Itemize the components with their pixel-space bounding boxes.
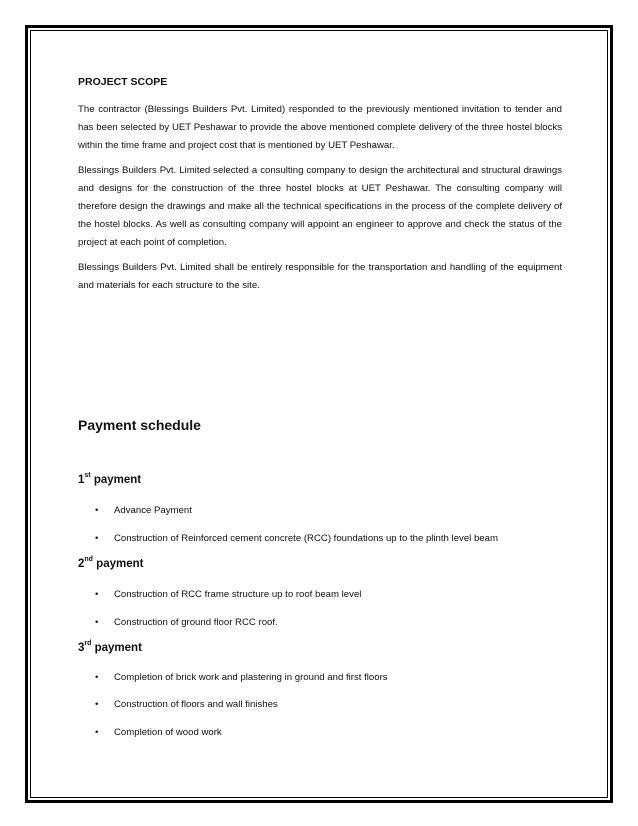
payment-2-label: 2nd payment [78,556,144,570]
payment-schedule-title: Payment schedule [78,417,201,433]
project-scope-section [78,76,562,302]
bullet-icon: • [95,589,99,600]
list-item: • Construction of ground floor RCC roof. [95,617,278,628]
project-scope-heading: PROJECT SCOPE [78,76,168,88]
list-item: • Completion of brick work and plastering in ground and first floors [95,672,388,683]
bullet-icon: • [95,727,99,738]
list-item: • Completion of wood work [95,727,222,738]
scope-paragraph-3: Blessings Builders Pvt. Limited shall be entirely responsible for the transportation and handling of the equipment and materials for each structure to the site. [78,262,562,291]
bullet-icon: • [95,533,99,544]
bullet-icon: • [95,699,99,710]
scope-paragraph-2: Blessings Builders Pvt. Limited selected a consulting company to design the architectural and structural drawings and designs for the construction of the three hostel blocks at UET Peshawar. The consulting company will therefore design the drawings and make all the technical specifications in the process of the complete delivery of the hostel blocks. As well as consulting company will appoint an engineer to approve and check the status of the project at each point of completion. [78,165,562,248]
bullet-icon: • [95,672,99,683]
list-item: • Advance Payment [95,505,192,516]
bullet-icon: • [95,505,99,516]
list-item: • Construction of Reinforced cement concrete (RCC) foundations up to the plinth level beam [95,533,498,544]
payment-3-label: 3rd payment [78,640,142,654]
list-item: • Construction of floors and wall finishes [95,699,278,710]
list-item: • Construction of RCC frame structure up to roof beam level [95,589,362,600]
payment-1-label: 1st payment [78,472,142,486]
scope-paragraph-1: The contractor (Blessings Builders Pvt. Limited) responded to the previously mentioned invitation to tender and has been selected by UET Peshawar to provide the above mentioned complete delivery of the three hostel blocks within the time frame and project cost that is mentioned by UET Peshawar. [78,104,562,151]
bullet-icon: • [95,617,99,628]
